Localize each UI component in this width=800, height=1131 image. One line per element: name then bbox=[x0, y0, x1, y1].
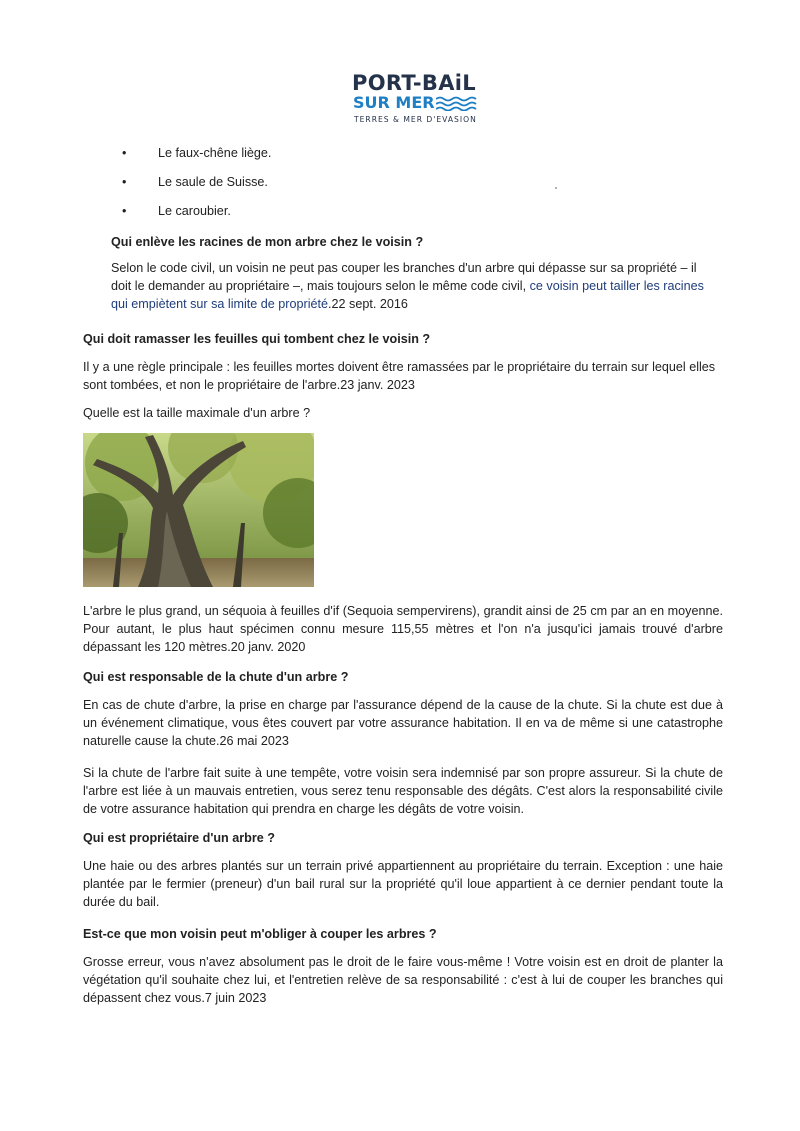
paragraph: Une haie ou des arbres plantés sur un terrain privé appartiennent au propriétaire du terrain. Exception : une haie plantée par le fermier (preneur) d'un bail rural sur la propriété qu'il loue appartient à ce dernier pendant toute la durée du bail. bbox=[83, 859, 723, 909]
list-item-label: Le faux-chêne liège. bbox=[158, 146, 272, 160]
port-bail-logo bbox=[352, 72, 484, 130]
logo-tagline: TERRES & MER D'EVASION bbox=[354, 115, 477, 124]
tree-photo bbox=[83, 433, 314, 587]
paragraph: En cas de chute d'arbre, la prise en charge par l'assurance dépend de la cause de la chute. Si la chute est due à un événement climatique, vous êtes couvert par votre assurance habitation. Il en va de même si une catastrophe naturelle cause la chute.26 mai 2023 bbox=[83, 698, 723, 748]
paragraph-line: Selon le code civil, un voisin ne peut pas couper les branches d'un arbre qui dépasse sur sa propriété – il bbox=[111, 261, 697, 275]
section-heading: Qui doit ramasser les feuilles qui tombent chez le voisin ? bbox=[83, 332, 431, 346]
section-heading: Qui enlève les racines de mon arbre chez le voisin ? bbox=[111, 235, 424, 249]
highlighted-text: ce voisin peut tailler les racines bbox=[529, 279, 704, 293]
bullet-marker: • bbox=[122, 204, 127, 218]
paragraph: Grosse erreur, vous n'avez absolument pas le droit de le faire vous-même ! Votre voisin est en droit de planter la végétation qu'il souhaite chez lui, et l'entretien relève de sa responsabilité : c'est à lui de couper les branches qui dépassent chez vous.7 juin 2023 bbox=[83, 955, 723, 1005]
waves-icon bbox=[436, 95, 480, 111]
scan-speck bbox=[555, 187, 557, 189]
paragraph: Si la chute de l'arbre fait suite à une tempête, votre voisin sera indemnisé par son propre assureur. Si la chute de l'arbre est liée à un mauvais entretien, vous serez tenu responsable des dégâts. C'est alors la responsabilité civile de votre assurance habitation qui prendra en charge les dégâts de votre voisin. bbox=[83, 766, 723, 816]
paragraph: L'arbre le plus grand, un séquoia à feuilles d'if (Sequoia sempervirens), grandit ainsi de 25 cm par an en moyenne. Pour autant, le plus haut spécimen connu mesure 115,55 mètres et l'on n'a jusqu'ici jamais trouvé d'arbre dépassant les 120 mètres.20 janv. 2020 bbox=[83, 604, 723, 654]
logo-subtitle: SUR MER bbox=[353, 93, 435, 112]
highlighted-text: qui empiètent sur sa limite de propriété bbox=[111, 297, 329, 311]
list-item-label: Le caroubier. bbox=[158, 204, 231, 218]
line-text: doit le demander au propriétaire –, mais toujours selon le même code civil, bbox=[111, 279, 530, 293]
paragraph: Il y a une règle principale : les feuilles mortes doivent être ramassées par le propriétaire du terrain sur lequel elles sont tombées, et non le propriétaire de l'arbre.23 janv. 2023 bbox=[83, 360, 716, 392]
section-heading: Qui est propriétaire d'un arbre ? bbox=[83, 831, 275, 845]
bullet-marker: • bbox=[122, 175, 127, 189]
section-heading: Qui est responsable de la chute d'un arbre ? bbox=[83, 670, 349, 684]
paragraph-line bbox=[111, 295, 723, 313]
paragraph-line bbox=[111, 277, 723, 295]
section-heading: Est-ce que mon voisin peut m'obliger à couper les arbres ? bbox=[83, 927, 437, 941]
bullet-marker: • bbox=[122, 146, 127, 160]
logo-title: PORT-BAiL bbox=[352, 71, 476, 95]
paragraph bbox=[111, 259, 723, 313]
question-text: Quelle est la taille maximale d'un arbre ? bbox=[83, 406, 311, 420]
line-text: .22 sept. 2016 bbox=[328, 297, 408, 311]
list-item-label: Le saule de Suisse. bbox=[158, 175, 268, 189]
